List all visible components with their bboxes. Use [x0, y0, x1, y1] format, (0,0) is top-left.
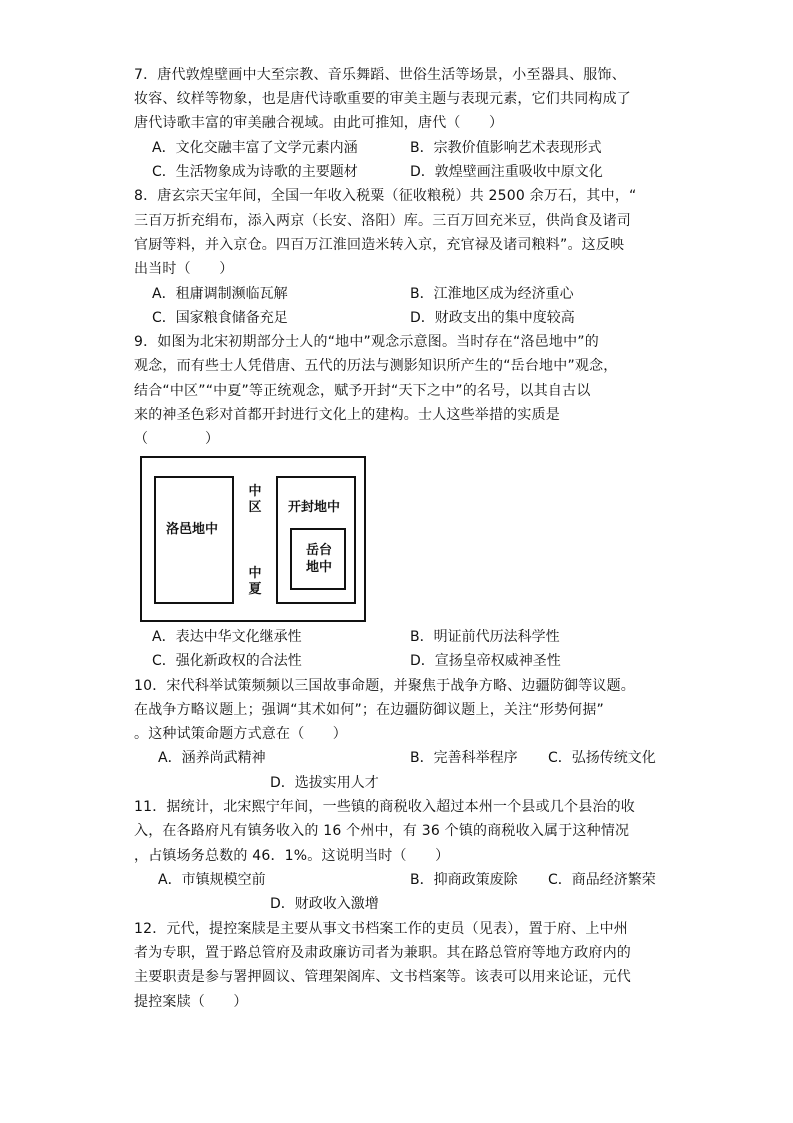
- q8-option-a: A．租庸调制濒临瓦解: [152, 286, 288, 302]
- q9-stem-line-4: 来的神圣色彩对首都开封进行文化上的建构。士人这些举措的实质是: [134, 407, 560, 423]
- q9-answer-blank: （ ）: [134, 431, 220, 447]
- q11-stem-line-3: ，占镇场务总数的 46．1%。这说明当时（ ）: [134, 848, 450, 864]
- q7-option-d: D．敦煌壁画注重吸收中原文化: [410, 164, 603, 180]
- q8-stem-line-1: 8．唐玄宗天宝年间，全国一年收入税粟（征收粮税）共 2500 余万石，其中，“: [134, 188, 637, 204]
- q10-stem-line-3: 。这种试策命题方式意在（ ）: [134, 726, 347, 742]
- di-zhong-diagram: [140, 456, 366, 622]
- q11-stem-line-1: 11．据统计，北宋熙宁年间，一些镇的商税收入超过本州一个县或几个县治的收: [134, 799, 636, 815]
- q8-option-c: C．国家粮食储备充足: [152, 310, 288, 326]
- q10-option-c: C．弘扬传统文化: [548, 750, 656, 766]
- q8-option-d: D．财政支出的集中度较高: [410, 310, 575, 326]
- q7-option-b: B．宗教价值影响艺术表现形式: [410, 140, 602, 156]
- q8-stem-line-2: 三百万折充绢布，添入两京（长安、洛阳）库。三百万回充米豆，供尚食及诸司: [134, 213, 631, 229]
- q7-option-c: C．生活物象成为诗歌的主要题材: [152, 164, 358, 180]
- q12-stem-line-1: 12．元代，提控案牍是主要从事文书档案工作的吏员（见表），置于府、上中州: [134, 921, 629, 937]
- q10-option-a: A．涵养尚武精神: [158, 750, 266, 766]
- q9-option-c: C．强化新政权的合法性: [152, 653, 302, 669]
- q9-stem-line-3: 结合“中区”“中夏”等正统观念，赋予开封“天下之中”的名号，以其自古以: [134, 383, 591, 399]
- yuetai-box: [290, 528, 346, 590]
- zhongxia-label: 中夏: [248, 566, 262, 597]
- zhongqu-label: 中区: [248, 484, 262, 515]
- q12-stem-line-3: 主要职责是参与署押圆议、管理架阁库、文书档案等。该表可以用来论证，元代: [134, 969, 631, 985]
- kaifeng-label: 开封地中: [288, 500, 341, 515]
- luoyi-label: 洛邑地中: [166, 522, 219, 537]
- q7-stem-line-3: 唐代诗歌丰富的审美融合视域。由此可推知，唐代（ ）: [134, 115, 504, 131]
- q10-stem-line-2: 在战争方略议题上；强调“其术如何”；在边疆防御议题上，关注“形势何据”: [134, 702, 605, 718]
- q10-stem-line-1: 10．宋代科举试策频频以三国故事命题，并聚焦于战争方略、边疆防御等议题。: [134, 678, 636, 694]
- q9-option-a: A．表达中华文化继承性: [152, 629, 302, 645]
- q9-option-b: B．明证前代历法科学性: [410, 629, 560, 645]
- q11-option-b: B．抑商政策废除: [410, 872, 518, 888]
- q8-option-b: B．江淮地区成为经济重心: [410, 286, 574, 302]
- q11-option-d: D．财政收入激增: [270, 896, 379, 912]
- q7-stem-line-1: 7．唐代敦煌壁画中大至宗教、音乐舞蹈、世俗生活等场景，小至器具、服饰、: [134, 67, 626, 83]
- q10-option-d: D．选拔实用人才: [270, 775, 379, 791]
- q8-stem-line-3: 官厨等料，并入京仓。四百万江淮回造米转入京，充官禄及诸司粮料”。这反映: [134, 237, 625, 253]
- q7-option-a: A．文化交融丰富了文学元素内涵: [152, 140, 358, 156]
- q9-option-d: D．宣扬皇帝权威神圣性: [410, 653, 561, 669]
- q11-option-c: C．商品经济繁荣: [548, 872, 656, 888]
- q9-stem-line-2: 观念，而有些士人凭借唐、五代的历法与测影知识所产生的“岳台地中”观念，: [134, 358, 618, 374]
- kaifeng-box: [276, 476, 356, 604]
- q12-stem-line-2: 者为专职，置于路总管府及肃政廉访司者为兼职。其在路总管府等地方政府内的: [134, 945, 631, 961]
- q11-stem-line-2: 入，在各路府凡有镇务收入的 16 个州中，有 36 个镇的商税收入属于这种情况: [134, 823, 630, 839]
- q9-stem-line-1: 9．如图为北宋初期部分士人的“地中”观念示意图。当时存在“洛邑地中”的: [134, 334, 599, 350]
- q12-stem-line-4: 提控案牍（ ）: [134, 994, 248, 1010]
- q10-option-b: B．完善科举程序: [410, 750, 518, 766]
- luoyi-box: [154, 476, 234, 604]
- q7-stem-line-2: 妆容、纹样等物象，也是唐代诗歌重要的审美主题与表现元素，它们共同构成了: [134, 91, 631, 107]
- yuetai-label: 岳台地中: [305, 543, 332, 575]
- q11-option-a: A．市镇规模空前: [158, 872, 266, 888]
- q8-stem-line-4: 出当时（ ）: [134, 261, 234, 277]
